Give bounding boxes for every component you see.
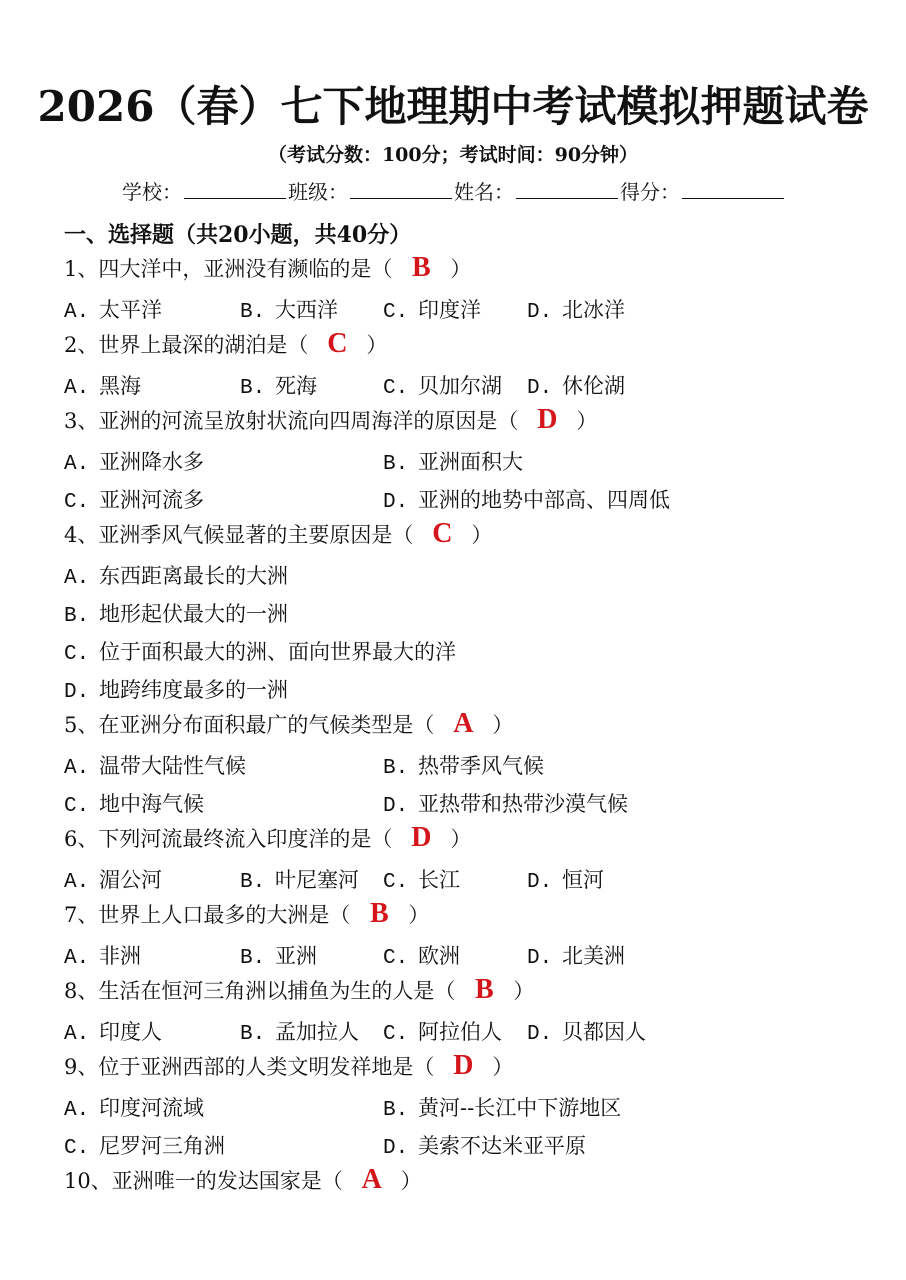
question-8	[64, 974, 534, 1006]
option-letter: D.	[527, 377, 553, 400]
score-field	[620, 176, 786, 205]
option-letter: B.	[240, 377, 266, 400]
option-text: 非洲	[99, 944, 141, 968]
option-d	[64, 674, 288, 704]
option-c	[383, 864, 460, 894]
option-letter: C.	[64, 795, 90, 818]
option-text: 长江	[418, 868, 460, 892]
option-letter: D.	[527, 871, 553, 894]
question-stem: 9、位于亚洲西部的人类文明发祥地是（	[64, 1055, 435, 1079]
option-a	[64, 446, 204, 476]
close-paren: ）	[492, 713, 514, 737]
school-blank[interactable]	[184, 180, 286, 199]
close-paren: ）	[576, 409, 598, 433]
option-letter: C.	[383, 947, 409, 970]
answer-mark: B	[370, 898, 389, 929]
close-paren: ）	[408, 903, 430, 927]
option-text: 叶尼塞河	[275, 868, 359, 892]
option-text: 印度洋	[418, 298, 481, 322]
question-stem: 1、四大洋中，亚洲没有濒临的是（	[64, 257, 393, 281]
score-label: 得分：	[620, 180, 680, 204]
option-b	[240, 1016, 359, 1046]
option-letter: A.	[64, 1099, 90, 1122]
option-letter: B.	[64, 605, 90, 628]
question-stem: 4、亚洲季风气候显著的主要原因是（	[64, 523, 414, 547]
question-stem: 6、下列河流最终流入印度洋的是（	[64, 827, 393, 851]
option-letter: A.	[64, 1023, 90, 1046]
option-d	[383, 788, 628, 818]
option-letter: D.	[527, 947, 553, 970]
option-text: 热带季风气候	[418, 754, 544, 778]
close-paren: ）	[366, 333, 388, 357]
option-text: 美索不达米亚平原	[418, 1134, 586, 1158]
option-b	[383, 446, 523, 476]
class-blank[interactable]	[350, 180, 452, 199]
option-text: 印度河流域	[99, 1096, 204, 1120]
option-c	[64, 484, 204, 514]
option-letter: A.	[64, 453, 90, 476]
name-field	[454, 176, 620, 205]
option-a	[64, 560, 288, 590]
option-letter: C.	[383, 377, 409, 400]
option-d	[527, 940, 625, 970]
answer-mark: D	[453, 1050, 474, 1081]
question-7	[64, 898, 429, 930]
answer-mark: D	[411, 822, 432, 853]
question-9	[64, 1050, 513, 1082]
question-2	[64, 328, 387, 360]
exam-subtitle: （考试分数：100分；考试时间：90分钟）	[267, 144, 639, 166]
option-text: 太平洋	[99, 298, 162, 322]
question-stem: 2、世界上最深的湖泊是（	[64, 333, 309, 357]
option-c	[383, 940, 460, 970]
option-letter: C.	[64, 643, 90, 666]
option-letter: C.	[383, 871, 409, 894]
option-text: 欧洲	[418, 944, 460, 968]
question-6	[64, 822, 471, 854]
option-text: 北冰洋	[562, 298, 625, 322]
option-letter: B.	[240, 947, 266, 970]
option-c	[383, 294, 481, 324]
option-d	[527, 294, 625, 324]
exam-title: 2026（春）七下地理期中考试模拟押题试卷	[37, 82, 869, 131]
option-d	[527, 370, 625, 400]
option-letter: D.	[527, 1023, 553, 1046]
option-a	[64, 750, 246, 780]
option-letter: B.	[383, 1099, 409, 1122]
close-paren: ）	[492, 1055, 514, 1079]
option-b	[64, 598, 288, 628]
option-a	[64, 1016, 162, 1046]
class-label: 班级：	[288, 180, 348, 204]
option-text: 贝都因人	[562, 1020, 646, 1044]
option-letter: D.	[383, 491, 409, 514]
class-field	[288, 176, 454, 205]
option-letter: A.	[64, 947, 90, 970]
option-c	[64, 1130, 225, 1160]
option-text: 大西洋	[275, 298, 338, 322]
option-d	[383, 484, 670, 514]
close-paren: ）	[513, 979, 535, 1003]
option-a	[64, 940, 141, 970]
option-letter: B.	[383, 757, 409, 780]
close-paren: ）	[450, 257, 472, 281]
student-info-row	[122, 176, 786, 205]
option-b	[240, 940, 317, 970]
section-heading: 一、选择题（共20小题，共40分）	[64, 222, 412, 248]
option-a	[64, 370, 141, 400]
question-3	[64, 404, 597, 436]
option-a	[64, 864, 162, 894]
option-letter: D.	[527, 301, 553, 324]
option-text: 北美洲	[562, 944, 625, 968]
answer-mark: C	[327, 328, 348, 359]
option-d	[527, 864, 604, 894]
option-letter: A.	[64, 567, 90, 590]
question-10	[64, 1164, 422, 1196]
answer-mark: D	[537, 404, 558, 435]
option-c	[383, 1016, 502, 1046]
option-letter: A.	[64, 757, 90, 780]
name-blank[interactable]	[516, 180, 618, 199]
option-text: 尼罗河三角洲	[99, 1134, 225, 1158]
option-text: 亚洲的地势中部高、四周低	[418, 488, 670, 512]
option-letter: D.	[383, 1137, 409, 1160]
option-b	[240, 864, 359, 894]
option-text: 黄河--长江中下游地区	[418, 1096, 622, 1120]
option-letter: C.	[383, 301, 409, 324]
option-letter: A.	[64, 301, 90, 324]
option-b	[383, 1092, 621, 1122]
question-stem: 3、亚洲的河流呈放射状流向四周海洋的原因是（	[64, 409, 519, 433]
answer-mark: C	[432, 518, 453, 549]
school-field	[122, 176, 288, 205]
option-text: 地形起伏最大的一洲	[99, 602, 288, 626]
option-d	[383, 1130, 586, 1160]
answer-mark: A	[453, 708, 474, 739]
answer-mark: B	[475, 974, 494, 1005]
option-letter: A.	[64, 871, 90, 894]
option-c	[383, 370, 502, 400]
option-b	[240, 370, 317, 400]
option-b	[240, 294, 338, 324]
question-stem: 5、在亚洲分布面积最广的气候类型是（	[64, 713, 435, 737]
option-d	[527, 1016, 646, 1046]
school-label: 学校：	[122, 180, 182, 204]
question-4	[64, 518, 492, 550]
score-blank[interactable]	[682, 180, 784, 199]
option-letter: B.	[383, 453, 409, 476]
option-letter: C.	[383, 1023, 409, 1046]
option-c	[64, 636, 456, 666]
option-letter: D.	[383, 795, 409, 818]
option-letter: A.	[64, 377, 90, 400]
option-text: 亚洲降水多	[99, 450, 204, 474]
option-text: 地中海气候	[99, 792, 204, 816]
option-text: 湄公河	[99, 868, 162, 892]
option-letter: C.	[64, 491, 90, 514]
option-text: 孟加拉人	[275, 1020, 359, 1044]
option-letter: B.	[240, 871, 266, 894]
option-text: 东西距离最长的大洲	[99, 564, 288, 588]
option-text: 印度人	[99, 1020, 162, 1044]
option-text: 黑海	[99, 374, 141, 398]
option-text: 贝加尔湖	[418, 374, 502, 398]
option-text: 亚洲	[275, 944, 317, 968]
answer-mark: B	[412, 252, 431, 283]
close-paren: ）	[400, 1169, 422, 1193]
option-letter: B.	[240, 1023, 266, 1046]
option-text: 恒河	[562, 868, 604, 892]
option-letter: D.	[64, 681, 90, 704]
option-b	[383, 750, 544, 780]
option-text: 地跨纬度最多的一洲	[99, 678, 288, 702]
option-text: 亚洲面积大	[418, 450, 523, 474]
question-stem: 8、生活在恒河三角洲以捕鱼为生的人是（	[64, 979, 456, 1003]
option-text: 亚热带和热带沙漠气候	[418, 792, 628, 816]
option-c	[64, 788, 204, 818]
option-text: 休伦湖	[562, 374, 625, 398]
option-letter: B.	[240, 301, 266, 324]
close-paren: ）	[450, 827, 472, 851]
option-letter: C.	[64, 1137, 90, 1160]
option-text: 死海	[275, 374, 317, 398]
question-stem: 10、亚洲唯一的发达国家是（	[64, 1169, 343, 1193]
option-text: 阿拉伯人	[418, 1020, 502, 1044]
option-text: 位于面积最大的洲、面向世界最大的洋	[99, 640, 456, 664]
question-1	[64, 252, 471, 284]
option-text: 温带大陆性气候	[99, 754, 246, 778]
question-stem: 7、世界上人口最多的大洲是（	[64, 903, 351, 927]
question-5	[64, 708, 513, 740]
answer-mark: A	[361, 1164, 382, 1195]
close-paren: ）	[471, 523, 493, 547]
name-label: 姓名：	[454, 180, 514, 204]
option-a	[64, 1092, 204, 1122]
option-a	[64, 294, 162, 324]
option-text: 亚洲河流多	[99, 488, 204, 512]
